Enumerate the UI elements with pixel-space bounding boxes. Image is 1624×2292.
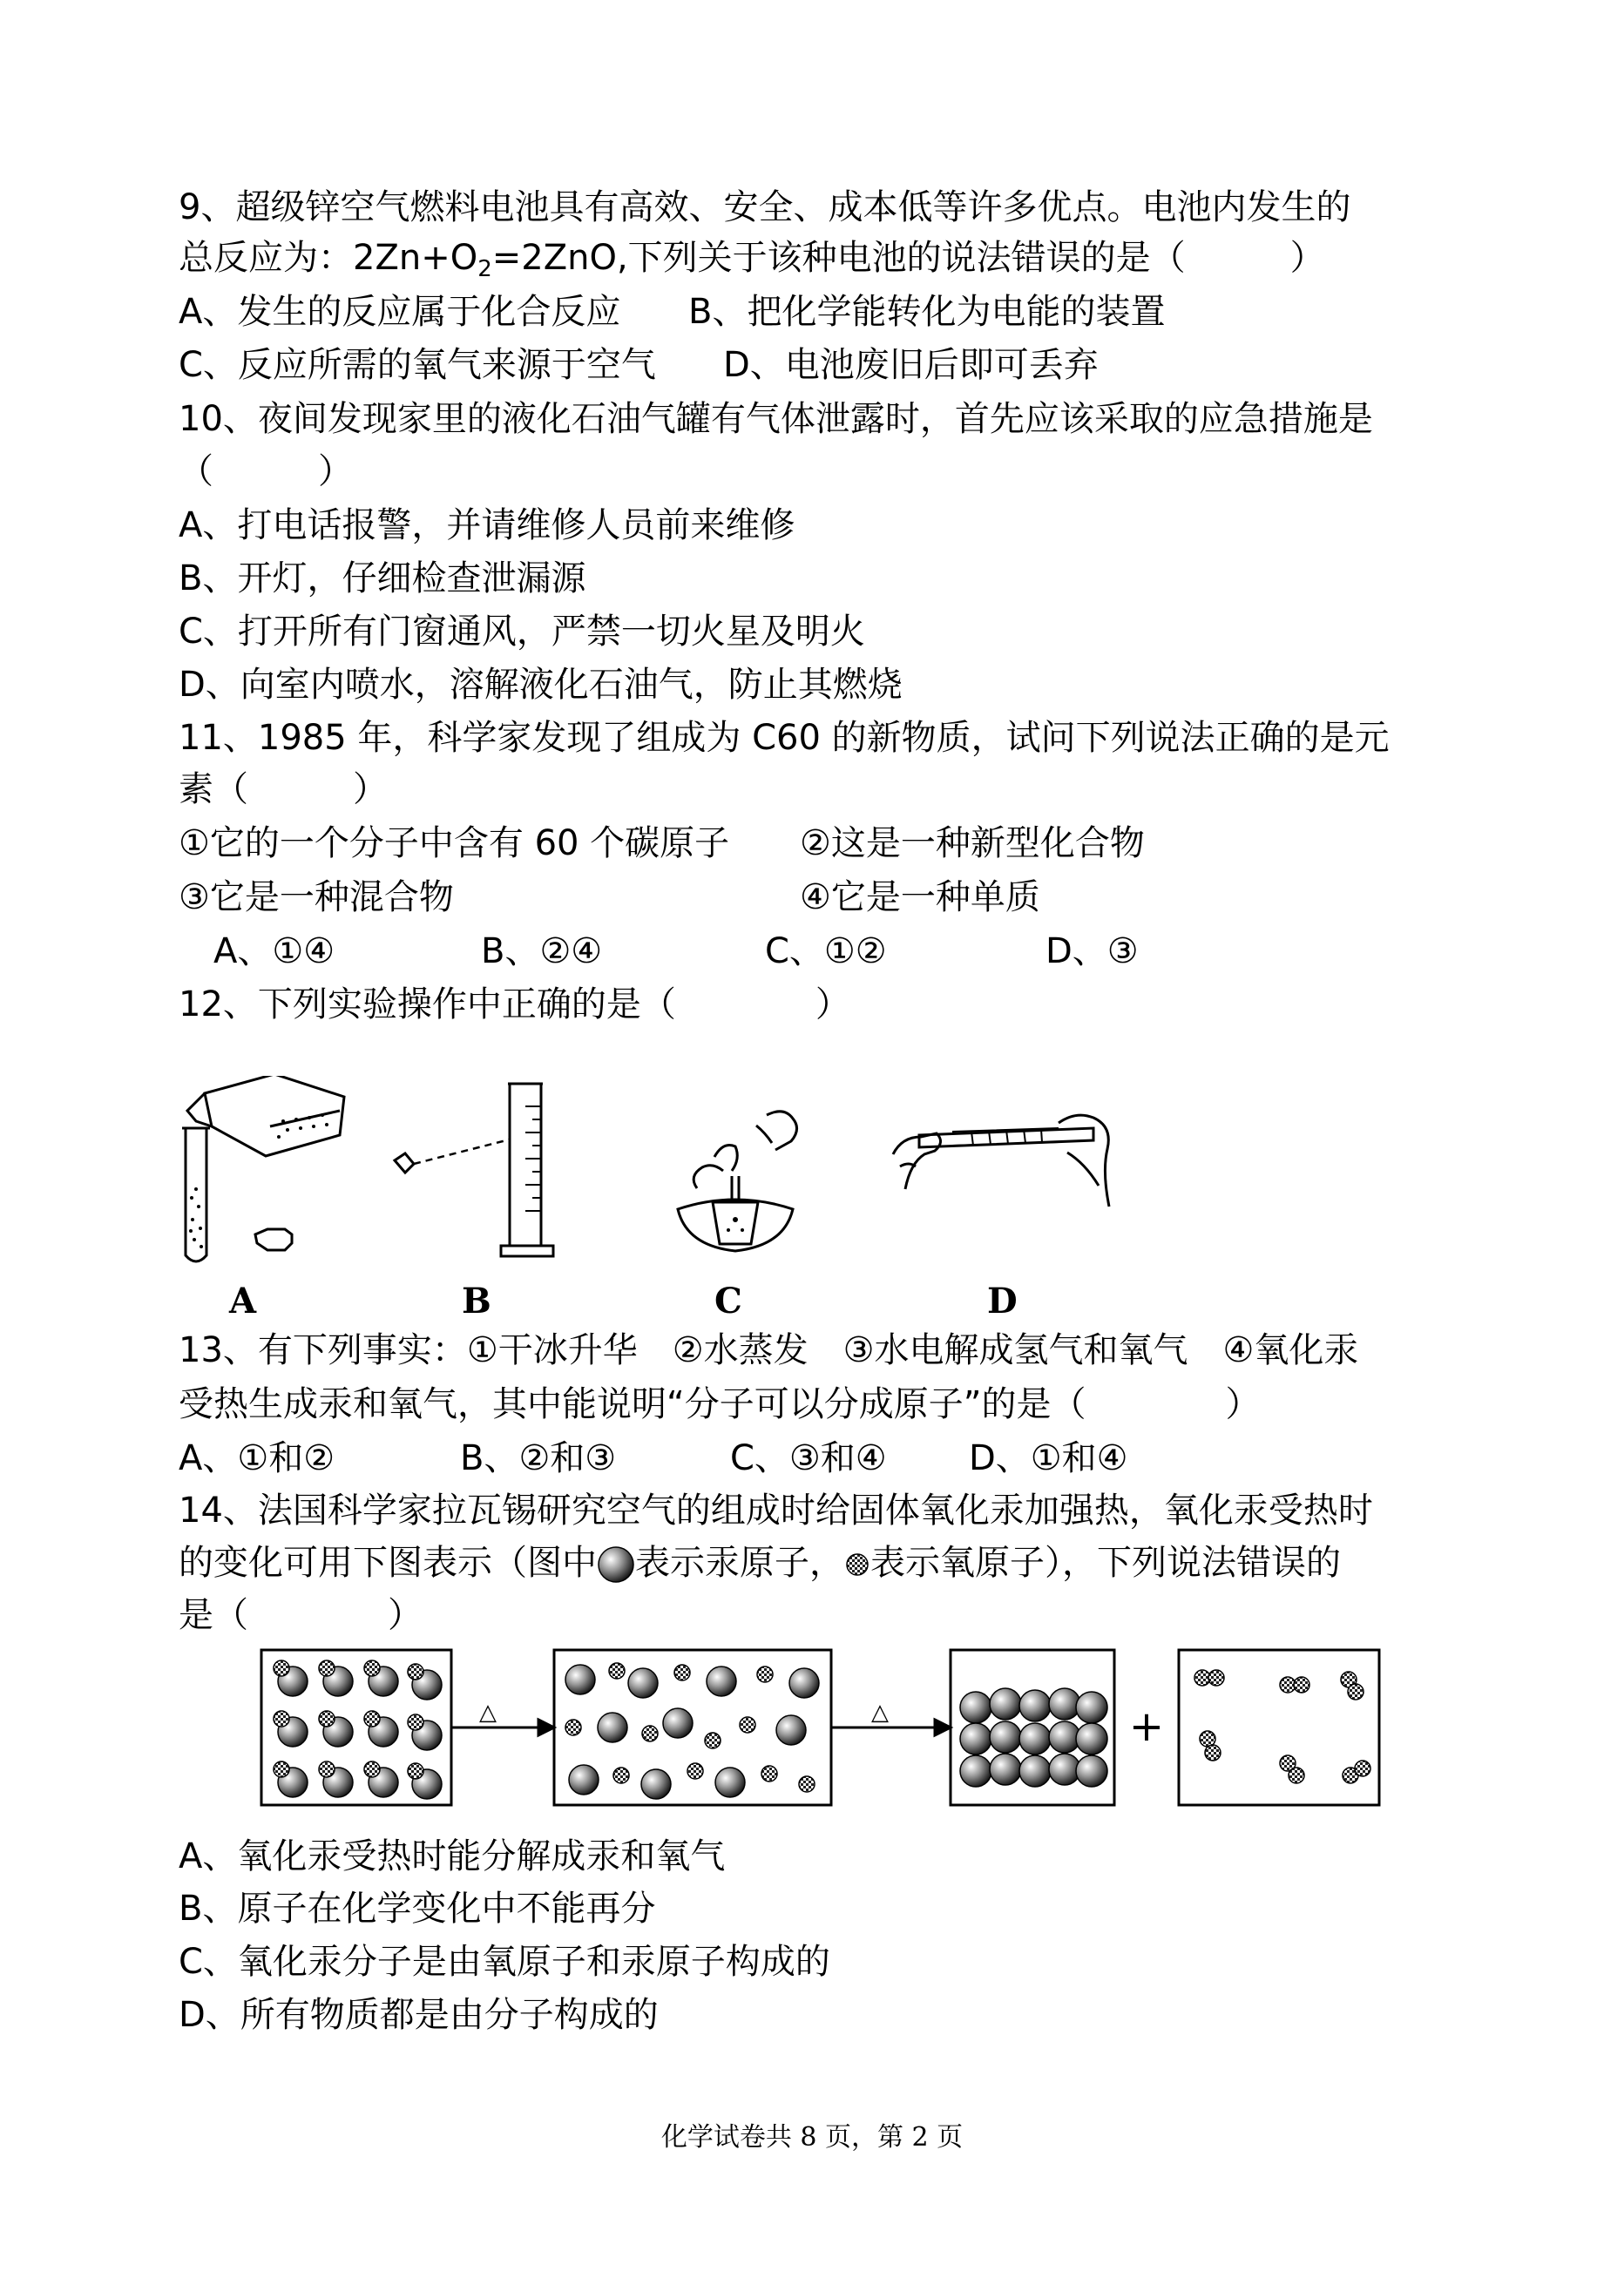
q14-stem-line2-part-b: 表示汞原子， [635, 1543, 844, 1583]
q14-stem-line1: 14、法国科学家拉瓦锡研究空气的组成时给固体氧化汞加强热，氧化汞受热时 [179, 1491, 1373, 1531]
q14-option-b: B、原子在化学变化中不能再分 [179, 1889, 656, 1929]
q10-option-a: A、打电话报警，并请维修人员前来维修 [179, 505, 795, 545]
q13-option-a: A、①和② [179, 1438, 335, 1478]
q14-mercury-oxide-decomposition-diagram [260, 1645, 1384, 1810]
q9-stem-line2 [179, 235, 1325, 292]
q10-stem-line1: 10、夜间发现家里的液化石油气罐有气体泄露时，首先应该采取的应急措施是 [179, 399, 1373, 439]
q11-statement-1: ①它的一个分子中含有 60 个碳原子 [179, 823, 730, 863]
q12-figure-b-cylinder-icon [379, 1080, 571, 1259]
q14-stem-line2 [179, 1540, 1341, 1585]
q9-equation-pre: 总反应为：2Zn+O [179, 238, 478, 278]
q12-label-b: B [462, 1281, 491, 1322]
plus-sign: + [1128, 1702, 1165, 1751]
q13-stem-line1: 13、有下列事实：①干冰升华 ②水蒸发 ③水电解成氢气和氧气 ④氧化汞 [179, 1330, 1359, 1370]
q12-stem: 12、下列实验操作中正确的是（ ） [179, 984, 850, 1024]
heat-symbol-2: △ [871, 1700, 889, 1726]
q9-equation-post: =2ZnO,下列关于该种电池的说法错误的是（ ） [491, 238, 1325, 278]
q9-equation-subscript: 2 [477, 256, 492, 282]
oxygen-atom-legend-icon [844, 1552, 870, 1578]
q10-option-b: B、开灯，仔细检查泄漏源 [179, 558, 586, 598]
page-footer: 化学试卷共 8 页，第 2 页 [660, 2122, 964, 2153]
q12-figure-c-alcohol-lamp-icon [662, 1080, 836, 1263]
q11-option-a: A、①④ [213, 931, 335, 971]
q9-option-a: A、发生的反应属于化合反应 [179, 292, 621, 332]
mercury-atom-legend-icon [597, 1545, 635, 1584]
q12-label-c: C [714, 1281, 742, 1322]
q11-stem-line2: 素（ ） [179, 769, 388, 809]
q14-stem-line3: 是（ ） [179, 1595, 423, 1635]
arrow-heat-2 [831, 1720, 951, 1735]
q14-option-c: C、氧化汞分子是由氧原子和汞原子构成的 [179, 1942, 830, 1982]
q9-stem-line1: 9、超级锌空气燃料电池具有高效、安全、成本低等许多优点。电池内发生的 [179, 187, 1351, 227]
q13-option-c: C、③和④ [730, 1438, 887, 1478]
q11-statement-4: ④它是一种单质 [800, 877, 1040, 917]
q14-option-a: A、氧化汞受热时能分解成汞和氧气 [179, 1836, 726, 1876]
q12-label-d: D [987, 1281, 1018, 1322]
q9-option-c: C、反应所需的氧气来源于空气 [179, 345, 656, 385]
q14-option-d: D、所有物质都是由分子构成的 [179, 1995, 659, 2035]
q11-option-b: B、②④ [481, 931, 603, 971]
q12-figure-a-pouring-icon [170, 1076, 353, 1268]
q11-statement-2: ②这是一种新型化合物 [800, 823, 1145, 863]
q13-stem-line2: 受热生成汞和氧气，其中能说明“分子可以分成原子”的是（ ） [179, 1384, 1261, 1424]
q12-figure-d-test-tube-holder-icon [884, 1102, 1120, 1220]
q10-option-c: C、打开所有门窗通风，严禁一切火星及明火 [179, 612, 865, 652]
q11-stem-line1: 11、1985 年，科学家发现了组成为 C60 的新物质，试问下列说法正确的是元 [179, 718, 1390, 758]
q11-option-d: D、③ [1045, 931, 1139, 971]
q14-stem-line2-part-a: 的变化可用下图表示（图中 [179, 1543, 597, 1583]
q13-option-d: D、①和④ [969, 1438, 1128, 1478]
arrow-heat-1 [451, 1720, 554, 1735]
q10-stem-line2: （ ） [179, 451, 353, 491]
q10-option-d: D、向室内喷水，溶解液化石油气，防止其燃烧 [179, 665, 903, 705]
q11-option-c: C、①② [765, 931, 887, 971]
q13-option-b: B、②和③ [460, 1438, 617, 1478]
q9-option-b: B、把化学能转化为电能的装置 [688, 292, 1166, 332]
heat-symbol-1: △ [479, 1700, 497, 1726]
q9-option-d: D、电池废旧后即可丢弃 [723, 345, 1099, 385]
q14-stem-line2-part-c: 表示氧原子），下列说法错误的 [870, 1543, 1341, 1583]
q11-statement-3: ③它是一种混合物 [179, 877, 454, 917]
q12-label-a: A [229, 1281, 257, 1322]
